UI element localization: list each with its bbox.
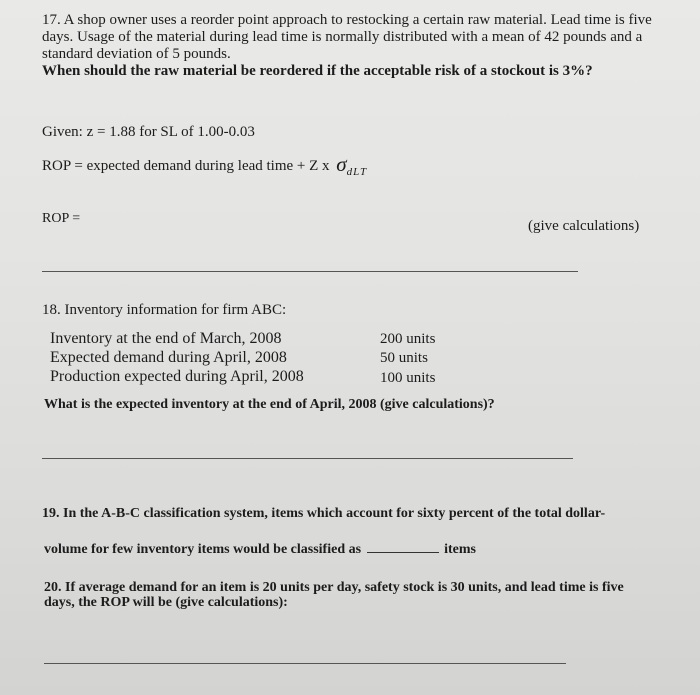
q17-given: Given: z = 1.88 for SL of 1.00-0.03 xyxy=(42,124,255,140)
q18-row-label: Expected demand during April, 2008 xyxy=(50,349,287,366)
q17-answer-line[interactable] xyxy=(42,271,578,272)
q18-row-value: 50 units xyxy=(380,350,428,366)
q19-text-before-blank: volume for few inventory items would be classified as xyxy=(44,542,362,557)
q18-row-value: 200 units xyxy=(380,331,436,347)
rop-answer-label: ROP = xyxy=(42,211,81,226)
q17-prompt: When should the raw material be reordered if the acceptable risk of a stockout is 3%? xyxy=(42,63,593,79)
q18-answer-line[interactable] xyxy=(42,458,573,459)
q20-answer-line[interactable] xyxy=(44,663,566,664)
question-20 xyxy=(44,580,654,610)
sigma-subscript: dLT xyxy=(346,166,368,178)
q19-text-after-blank: items xyxy=(444,542,476,557)
question-17 xyxy=(42,12,662,80)
q18-row-label: Production expected during April, 2008 xyxy=(50,368,304,385)
q20-line-2: days, the ROP will be (give calculations): xyxy=(44,595,288,610)
question-19: 19. In the A-B-C classification system, items which account for sixty percent of the total dollar- xyxy=(42,506,606,521)
rop-formula-text: ROP = expected demand during lead time + Z x xyxy=(42,158,330,174)
give-calculations-note: (give calculations) xyxy=(528,218,640,234)
q17-line-3: standard deviation of 5 pounds. xyxy=(42,46,231,62)
q17-line-2: days. Usage of the material during lead time is normally distributed with a mean of 42 pounds and a xyxy=(42,29,643,45)
q19-fill-in-blank[interactable] xyxy=(367,540,439,553)
sigma-symbol: σ xyxy=(336,152,347,176)
q18-row-label: Inventory at the end of March, 2008 xyxy=(50,330,282,347)
q18-question: What is the expected inventory at the end of April, 2008 (give calculations)? xyxy=(44,397,495,412)
question-19-line-2 xyxy=(44,540,476,558)
q18-row-value: 100 units xyxy=(380,370,436,386)
question-18-title: 18. Inventory information for firm ABC: xyxy=(42,302,287,318)
q20-line-1: 20. If average demand for an item is 20 units per day, safety stock is 30 units, and lead time is five xyxy=(44,580,624,595)
rop-formula xyxy=(42,151,367,176)
q17-line-1: 17. A shop owner uses a reorder point approach to restocking a certain raw material. Lead time is five xyxy=(42,12,652,28)
